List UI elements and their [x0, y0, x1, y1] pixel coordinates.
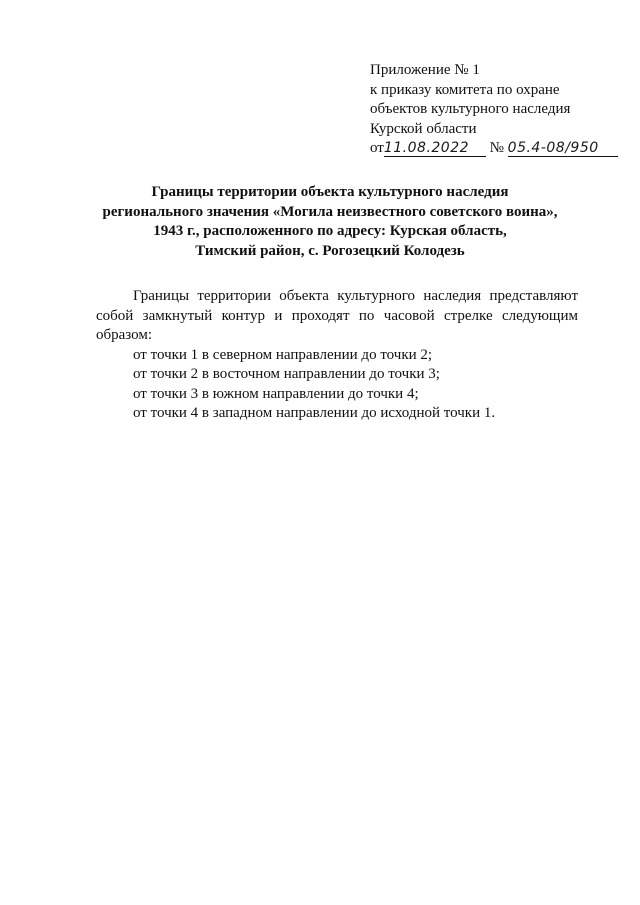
- order-number-field: [508, 140, 618, 157]
- title-line-3: 1943 г., расположенного по адресу: Курская область,: [153, 223, 507, 239]
- boundary-item: от точки 4 в западном направлении до исходной точки 1.: [133, 405, 496, 421]
- title-line-1: Границы территории объекта культурного наследия: [151, 184, 509, 200]
- number-prefix: №: [489, 140, 504, 156]
- appendix-region: Курской области: [370, 120, 477, 137]
- order-date-number-line: [370, 139, 630, 159]
- intro-paragraph: Границы территории объекта культурного наследия представляют собой замкнутый контур и проходят по часовой стрелке следующим образом:: [96, 288, 578, 343]
- order-date-field: [384, 140, 486, 157]
- title-line-2: регионального значения «Могила неизвестного советского воина»,: [102, 203, 558, 220]
- date-prefix: от: [370, 140, 384, 156]
- appendix-number: Приложение № 1: [370, 62, 480, 78]
- appendix-committee: объектов культурного наследия: [370, 101, 571, 117]
- appendix-order-ref: к приказу комитета по охране: [370, 81, 560, 98]
- order-number-handwritten: 05.4-08/950: [507, 140, 599, 156]
- order-date-handwritten: 11.08.2022: [383, 140, 470, 156]
- boundary-item: от точки 1 в северном направлении до точки 2;: [133, 346, 433, 363]
- boundary-item: от точки 2 в восточном направлении до точки 3;: [133, 366, 440, 382]
- title-line-4: Тимский район, с. Рогозецкий Колодезь: [195, 242, 465, 259]
- document-title: [80, 183, 580, 261]
- boundary-item: от точки 3 в южном направлении до точки 4;: [133, 385, 419, 402]
- document-body: [96, 287, 578, 424]
- appendix-header: [370, 61, 630, 159]
